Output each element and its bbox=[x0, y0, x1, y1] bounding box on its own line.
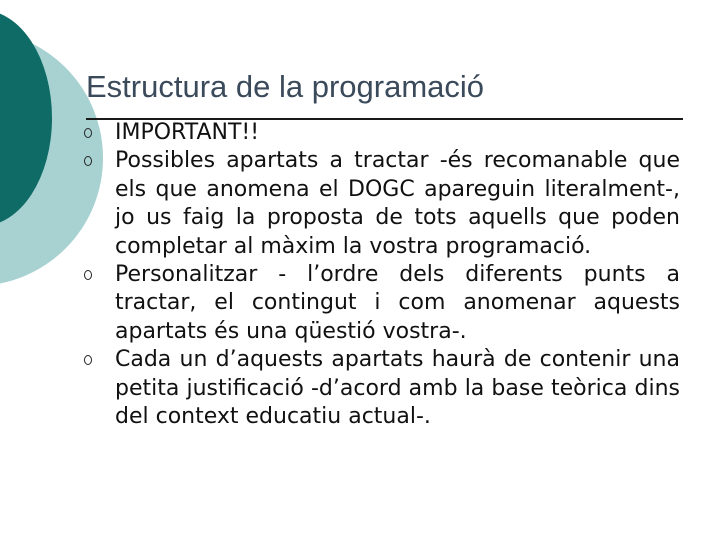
bullet-text: Possibles apartats a tractar -és recomanable que els que anomena el DOGC apareguin literalment-, jo us faig la proposta de tots aquells que poden completar al màxim la vostra programació. bbox=[115, 148, 680, 259]
bullet-text: IMPORTANT!! bbox=[115, 120, 260, 145]
hollow-circle-bullet-icon bbox=[84, 270, 92, 280]
bullet-item bbox=[84, 119, 680, 147]
bullet-item bbox=[84, 261, 680, 346]
hollow-circle-bullet-icon bbox=[84, 156, 92, 166]
slide-title: Estructura de la programació bbox=[86, 69, 485, 104]
bullet-list bbox=[84, 119, 680, 431]
bullet-item bbox=[84, 147, 680, 261]
bullet-text: Personalitzar - l’ordre dels diferents punts a tractar, el contingut i com anomenar aquests apartats és una qüestió vostra-. bbox=[115, 262, 680, 344]
hollow-circle-bullet-icon bbox=[84, 355, 92, 365]
bullet-text: Cada un d’aquests apartats haurà de contenir una petita justificació -d’acord amb la base teòrica dins del context educatiu actual-. bbox=[115, 347, 680, 430]
hollow-circle-bullet-icon bbox=[84, 128, 92, 138]
bullet-item bbox=[84, 346, 680, 431]
